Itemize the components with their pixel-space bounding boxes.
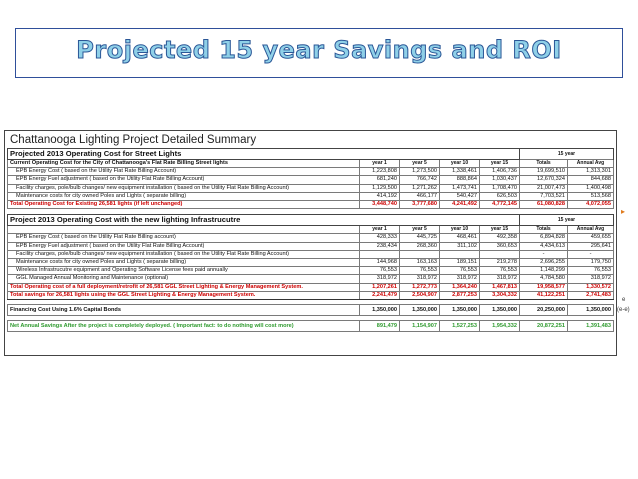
cell: 268,360 <box>400 242 440 250</box>
cell: 318,972 <box>360 275 400 283</box>
cell: 3,304,332 <box>480 291 520 299</box>
cell: 1,129,500 <box>360 184 400 192</box>
cell: 12,670,324 <box>520 176 568 184</box>
cell: 2,741,483 <box>568 291 614 299</box>
cell: 1,406,736 <box>480 168 520 176</box>
cell: 2,241,479 <box>360 291 400 299</box>
table-row <box>8 242 614 250</box>
cell: 238,434 <box>360 242 400 250</box>
row-label: Wireless Infrastrucutre equipment and Operating Software License fees paid annually <box>8 267 360 275</box>
table-row <box>8 184 614 192</box>
cell: 428,333 <box>360 234 400 242</box>
col-year10: year 10 <box>440 160 480 168</box>
row-label: Facility charges, pole/bulb changes/ new equipment installation ( based on the Utility Flat Rate Billing Account) <box>8 184 360 192</box>
slide-title: Projected 15 year Savings and ROI <box>76 36 562 64</box>
col-totals: Totals <box>520 226 568 234</box>
cell: 4,434,613 <box>520 242 568 250</box>
summary-spreadsheet <box>4 130 617 356</box>
col-year15: year 15 <box>480 226 520 234</box>
cell: 163,163 <box>400 259 440 267</box>
cell: 4,772,145 <box>480 201 520 209</box>
cell: 1,350,000 <box>568 305 614 316</box>
col-year5: year 5 <box>400 226 440 234</box>
col-year10: year 10 <box>440 226 480 234</box>
section1-heading: Projected 2013 Operating Cost for Street Lights <box>8 149 520 160</box>
cell: 21,007,473 <box>520 184 568 192</box>
cell: 318,972 <box>480 275 520 283</box>
cell: - <box>568 250 614 258</box>
cell: 888,864 <box>440 176 480 184</box>
table-row <box>8 267 614 275</box>
cell: 626,503 <box>480 192 520 200</box>
table-row <box>8 250 614 258</box>
cell: 1,330,572 <box>568 283 614 291</box>
col-year15: year 15 <box>480 160 520 168</box>
cell: 1,154,907 <box>400 321 440 332</box>
cell: 1,207,261 <box>360 283 400 291</box>
cell: - <box>520 250 568 258</box>
cell: 76,553 <box>480 267 520 275</box>
cell: 1,313,301 <box>568 168 614 176</box>
cell: 189,151 <box>440 259 480 267</box>
cell: 492,358 <box>480 234 520 242</box>
table-row <box>8 259 614 267</box>
cell: 61,080,828 <box>520 201 568 209</box>
cell: 540,427 <box>440 192 480 200</box>
side-marker-total1: ▸ <box>621 207 626 216</box>
row-label: Total Operating Cost for Existing 26,581 lights (if left unchanged) <box>8 201 360 209</box>
section2-header-row <box>8 226 614 234</box>
row-label: EPB Energy Cost ( based on the Utility Flat Rate Billing account) <box>8 234 360 242</box>
cell: 4,241,492 <box>440 201 480 209</box>
table-row <box>8 176 614 184</box>
col-annual-avg: Annual Avg <box>568 160 614 168</box>
cell: 41,122,251 <box>520 291 568 299</box>
cell: 20,250,000 <box>520 305 568 316</box>
cell: 1,364,240 <box>440 283 480 291</box>
cell: 1,350,000 <box>480 305 520 316</box>
table-row <box>8 192 614 200</box>
cell <box>360 250 400 258</box>
section1-subheading: Current Operating Cost for the City of Chattanooga's Flat Rate Billing Street lights <box>8 160 360 168</box>
table-row <box>8 234 614 242</box>
cell: 76,553 <box>440 267 480 275</box>
row-label: Net Annual Savings After the project is completely deployed. ( Important fact: to do nothing will cost more) <box>8 321 360 332</box>
row-label: Facility charges, pole/bulb changes/ new equipment installation ( based on the Utility Flat Rate Billing Account) <box>8 250 360 258</box>
cell: 19,699,510 <box>520 168 568 176</box>
cell: 1,271,262 <box>400 184 440 192</box>
section1-group-header: 15 year <box>520 149 614 160</box>
row-label: EPB Energy Fuel adjustment ( based on the Utility Flat Rate Billing Account) <box>8 242 360 250</box>
cell: 76,553 <box>400 267 440 275</box>
cell: 891,479 <box>360 321 400 332</box>
cell: 1,954,332 <box>480 321 520 332</box>
cell: 2,696,255 <box>520 259 568 267</box>
cell <box>480 250 520 258</box>
col-totals: Totals <box>520 160 568 168</box>
cell: 76,553 <box>360 267 400 275</box>
section2-total-row <box>8 283 614 291</box>
cell: 445,725 <box>400 234 440 242</box>
cell: 1,223,808 <box>360 168 400 176</box>
cell: 76,553 <box>568 267 614 275</box>
cell: 681,240 <box>360 176 400 184</box>
row-label: EPB Energy Cost ( based on the Utility Flat Rate Billing Account) <box>8 168 360 176</box>
cell: 1,391,483 <box>568 321 614 332</box>
cell: 19,958,577 <box>520 283 568 291</box>
cell: 1,350,000 <box>440 305 480 316</box>
cell: 459,655 <box>568 234 614 242</box>
table-row <box>8 275 614 283</box>
section2-heading: Project 2013 Operating Cost with the new lighting Infrastrucutre <box>8 215 520 226</box>
row-label: Total savings for 26,581 lights using the GGL Street Lighting & Energy Management System. <box>8 291 360 299</box>
cell: 468,461 <box>440 234 480 242</box>
sheet-title: Chattanooga Lighting Project Detailed Summary <box>10 134 257 146</box>
section2-heading-row <box>8 215 614 226</box>
cell: 2,877,253 <box>440 291 480 299</box>
col-year1: year 1 <box>360 160 400 168</box>
cell: 6,894,828 <box>520 234 568 242</box>
cell: 219,278 <box>480 259 520 267</box>
cell <box>440 250 480 258</box>
cell: 318,972 <box>440 275 480 283</box>
section1-heading-row <box>8 149 614 160</box>
row-label: Maintenance costs for city owned Poles and Lights ( separate billing) <box>8 192 360 200</box>
row-label: EPB Energy Fuel adjustment ( based on the Utility Flat Rate Billing Account) <box>8 176 360 184</box>
cell: 4,072,055 <box>568 201 614 209</box>
row-label: Total Operating cost of a full deployment/retrofit of 26,581 GGL Street Lighting & Energy Management System. <box>8 283 360 291</box>
net-savings-row <box>8 321 614 332</box>
row-label: Maintenance costs for city owned Poles and Lights ( separate billing) <box>8 259 360 267</box>
cell: 3,448,740 <box>360 201 400 209</box>
cell: 4,784,580 <box>520 275 568 283</box>
cell: 766,742 <box>400 176 440 184</box>
side-marker-savings: (e-e) <box>617 307 630 313</box>
cell: 2,504,907 <box>400 291 440 299</box>
cell: 1,527,253 <box>440 321 480 332</box>
col-annual-avg: Annual Avg <box>568 226 614 234</box>
section1-header-row <box>8 160 614 168</box>
cell: 1,350,000 <box>400 305 440 316</box>
summary-table <box>7 148 614 332</box>
cell: 179,750 <box>568 259 614 267</box>
savings-row <box>8 291 614 299</box>
cell: 1,338,461 <box>440 168 480 176</box>
cell: 466,177 <box>400 192 440 200</box>
cell: 318,972 <box>568 275 614 283</box>
cell: 1,350,000 <box>360 305 400 316</box>
cell: 1,030,437 <box>480 176 520 184</box>
cell: 1,148,299 <box>520 267 568 275</box>
col-year1: year 1 <box>360 226 400 234</box>
cell: 513,568 <box>568 192 614 200</box>
section2-group-header: 15 year <box>520 215 614 226</box>
cell: 1,272,773 <box>400 283 440 291</box>
cell: 414,192 <box>360 192 400 200</box>
title-banner <box>15 28 623 78</box>
row-label: GGL Managed Annual Monitoring and Maintenance (optional) <box>8 275 360 283</box>
cell: 1,473,741 <box>440 184 480 192</box>
cell: 318,972 <box>400 275 440 283</box>
section1-total-row <box>8 201 614 209</box>
cell: 1,273,500 <box>400 168 440 176</box>
cell: 1,708,470 <box>480 184 520 192</box>
cell: 844,688 <box>568 176 614 184</box>
financing-row <box>8 305 614 316</box>
cell: 144,968 <box>360 259 400 267</box>
side-marker-total2: e <box>622 297 626 303</box>
cell: 1,467,813 <box>480 283 520 291</box>
row-label: Financing Cost Using 1.6% Capital Bonds <box>8 305 360 316</box>
cell: 360,653 <box>480 242 520 250</box>
table-row <box>8 168 614 176</box>
cell: 3,777,680 <box>400 201 440 209</box>
cell: 7,703,521 <box>520 192 568 200</box>
cell: 295,641 <box>568 242 614 250</box>
cell: 311,102 <box>440 242 480 250</box>
col-year5: year 5 <box>400 160 440 168</box>
cell <box>400 250 440 258</box>
cell: 1,400,498 <box>568 184 614 192</box>
cell: 20,872,251 <box>520 321 568 332</box>
